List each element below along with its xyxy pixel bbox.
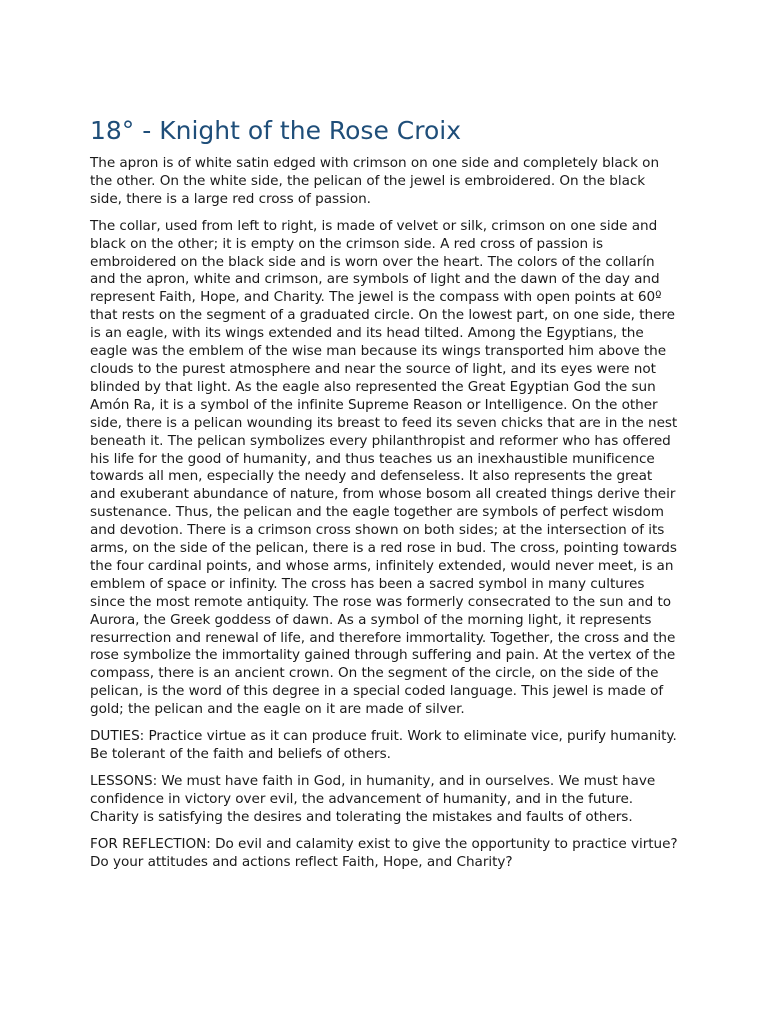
page-title: 18° - Knight of the Rose Croix — [90, 116, 462, 145]
paragraph-lessons: LESSONS: We must have faith in God, in humanity, and in ourselves. We must have confidence in victory over evil, the advancement of humanity, and in the future. Charity is satisfying the desires and tolerating the mistakes and faults of others. — [90, 772, 656, 825]
paragraph-apron: The apron is of white satin edged with crimson on one side and completely black on the other. On the white side, the pelican of the jewel is embroidered. On the black side, there is a large red cross of passion. — [90, 155, 660, 207]
paragraph-collar-and-jewel: The collar, used from left to right, is made of velvet or silk, crimson on one side and black on the other; it is empty on the crimson side. A red cross of passion is embroidered on the black side and is worn over the heart. The colors of the collarín and the apron, white and crimson, are symbols of light and the dawn of the day and represent Faith, Hope, and Charity. The jewel is the compass with open points at 60º that rests on the segment of a graduated circle. On the lowest part, on one side, there is an eagle, with its wings extended and its head tilted. Among the Egyptians, the eagle was the emblem of the wise man because its wings transported him above the clouds to the purest atmosphere and near the source of light, and its eyes were not blinded by that light. As the eagle also represented the Great Egyptian God the sun Amón Ra, it is a symbol of the infinite Supreme Reason or Intelligence. On the other side, there is a pelican wounding its breast to feed its seven chicks that are in the nest beneath it. The pelican symbolizes every philanthropist and reformer who has offered his life for the good of humanity, and thus teaches us an inexhaustible munificence towards all men, especially the needy and defenseless. It also represents the great and exuberant abundance of nature, from whose bosom all created things derive their sustenance. Thus, the pelican and the eagle together are symbols of perfect wisdom and devotion. There is a crimson cross shown on both sides; at the intersection of its arms, on the side of the pelican, there is a red rose in bud. The cross, pointing towards the four cardinal points, and whose arms, infinitely extended, would never meet, is an emblem of space or infinity. The cross has been a sacred symbol in many cultures since the most remote antiquity. The rose was formerly consecrated to the sun and to Aurora, the Greek goddess of dawn. As a symbol of the morning light, it represents resurrection and renewal of life, and therefore immortality. Together, the cross and the rose symbolize the immortality gained through suffering and pain. At the vertex of the compass, there is an ancient crown. On the segment of the circle, on the side of the pelican, is the word of this degree in a special coded language. This jewel is made of gold; the pelican and the eagle on it are made of silver. — [90, 217, 678, 718]
document-page — [90, 114, 680, 880]
paragraph-duties: DUTIES: Practice virtue as it can produce fruit. Work to eliminate vice, purify humanity. Be tolerant of the faith and beliefs of others. — [90, 728, 677, 762]
paragraph-reflection: FOR REFLECTION: Do evil and calamity exist to give the opportunity to practice virtue? Do your attitudes and actions reflect Faith, Hope, and Charity? — [90, 835, 678, 870]
